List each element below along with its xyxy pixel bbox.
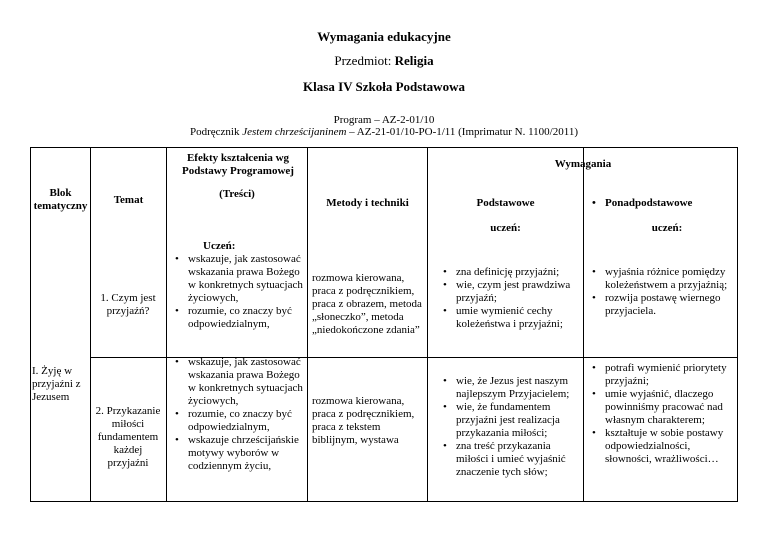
- list-item: • kształtuje w sobie postawy odpowiedzialności, słowności, wrażliwości…: [592, 427, 735, 466]
- list-item: • wie, że Jezus jest naszym najlepszym Przyjacielem;: [443, 375, 580, 401]
- efekty-uczen-label: Uczeń:: [203, 240, 236, 252]
- textbook-line: [0, 126, 768, 138]
- table-border-top: [30, 147, 738, 148]
- header-podstawowe: Podstawowe: [476, 197, 535, 209]
- row2-efekty: [175, 356, 305, 473]
- class-line: Klasa IV Szkoła Podstawowa: [303, 79, 465, 94]
- list-item: • zna definicję przyjaźni;: [443, 266, 580, 279]
- list-item: • potrafi wymienić priorytety przyjaźni;: [592, 362, 735, 388]
- header-ponadpodstawowe-label: • Ponadpodstawowe: [592, 197, 736, 210]
- row1-metody: rozmowa kierowana, praca z podręcznikiem, praca z obrazem, metoda „słoneczko”, metoda „niedokończone zdania”: [312, 272, 422, 336]
- textbook-prefix: Podręcznik: [190, 126, 240, 138]
- subject-label: Przedmiot:: [334, 53, 392, 68]
- list-item: • wskazuje, jak zastosować wskazania prawa Bożego w konkretnych sytuacjach życiowych,: [175, 253, 305, 305]
- row2-temat: 2. Przykazanie miłości fundamentem każdej przyjaźni: [95, 405, 161, 469]
- row1-temat: 1. Czym jest przyjaźń?: [100, 292, 156, 317]
- list-item: • wie, że fundamentem przyjaźni jest realizacja przykazania miłości;: [443, 401, 580, 440]
- list-item: • zna treść przykazania miłości i umieć wyjaśnić znaczenie tych słów;: [443, 440, 580, 479]
- header-efekty: Efekty kształcenia wg Podstawy Programowej: [182, 152, 294, 177]
- ponadpodstawowe-uczen-label: uczeń:: [651, 222, 683, 234]
- list-item: • wyjaśnia różnice pomiędzy koleżeństwem a przyjaźnią;: [592, 266, 735, 292]
- table-border-bottom: [30, 501, 738, 502]
- program-line: Program – AZ-2-01/10: [333, 114, 435, 126]
- list-item: • umie wymienić cechy koleżeństwa i przyjaźni;: [443, 305, 580, 331]
- row1-efekty: [175, 253, 305, 331]
- subject-value: Religia: [394, 53, 434, 68]
- blok-value: I. Żyję w przyjaźni z Jezusem: [32, 365, 81, 403]
- podstawowe-uczen-label: uczeń:: [490, 222, 521, 234]
- header-blok: Blok tematyczny: [33, 187, 88, 212]
- list-item: • rozumie, co znaczy być odpowiedzialnym,: [175, 408, 305, 434]
- textbook-suffix: – AZ-21-01/10-PO-1/11 (Imprimatur N. 1100/2011): [349, 126, 578, 138]
- header-wymagania: Wymagania: [554, 158, 612, 170]
- textbook-title: Jestem chrześcijaninem: [242, 126, 347, 138]
- header-metody: Metody i techniki: [326, 197, 409, 209]
- row1-ponadpodstawowe: [592, 266, 735, 318]
- table-border-right: [737, 147, 738, 502]
- document-title: Wymagania edukacyjne: [317, 29, 451, 44]
- header-tresci: (Treści): [219, 188, 255, 200]
- list-item: • wie, czym jest prawdziwa przyjaźń;: [443, 279, 580, 305]
- list-item: • rozwija postawę wiernego przyjaciela.: [592, 292, 735, 318]
- subject-line: [0, 53, 768, 69]
- header-ponadpodstawowe: [592, 197, 736, 210]
- row2-metody: rozmowa kierowana, praca z podręcznikiem, praca z tekstem biblijnym, wystawa: [312, 395, 415, 446]
- list-item: • wskazuje chrześcijańskie motywy wyborów w codziennym życiu,: [175, 434, 305, 473]
- row2-ponadpodstawowe: [592, 362, 735, 466]
- row1-podstawowe: [443, 266, 580, 331]
- list-item: • wskazuje, jak zastosować wskazania prawa Bożego w konkretnych sytuacjach życiowych,: [175, 356, 305, 408]
- header-temat: Temat: [113, 194, 144, 206]
- row2-podstawowe: [443, 375, 580, 479]
- list-item: • rozumie, co znaczy być odpowiedzialnym,: [175, 305, 305, 331]
- column-divider: [583, 147, 584, 502]
- list-item: • umie wyjaśnić, dlaczego powinniśmy pracować nad własnym charakterem;: [592, 388, 735, 427]
